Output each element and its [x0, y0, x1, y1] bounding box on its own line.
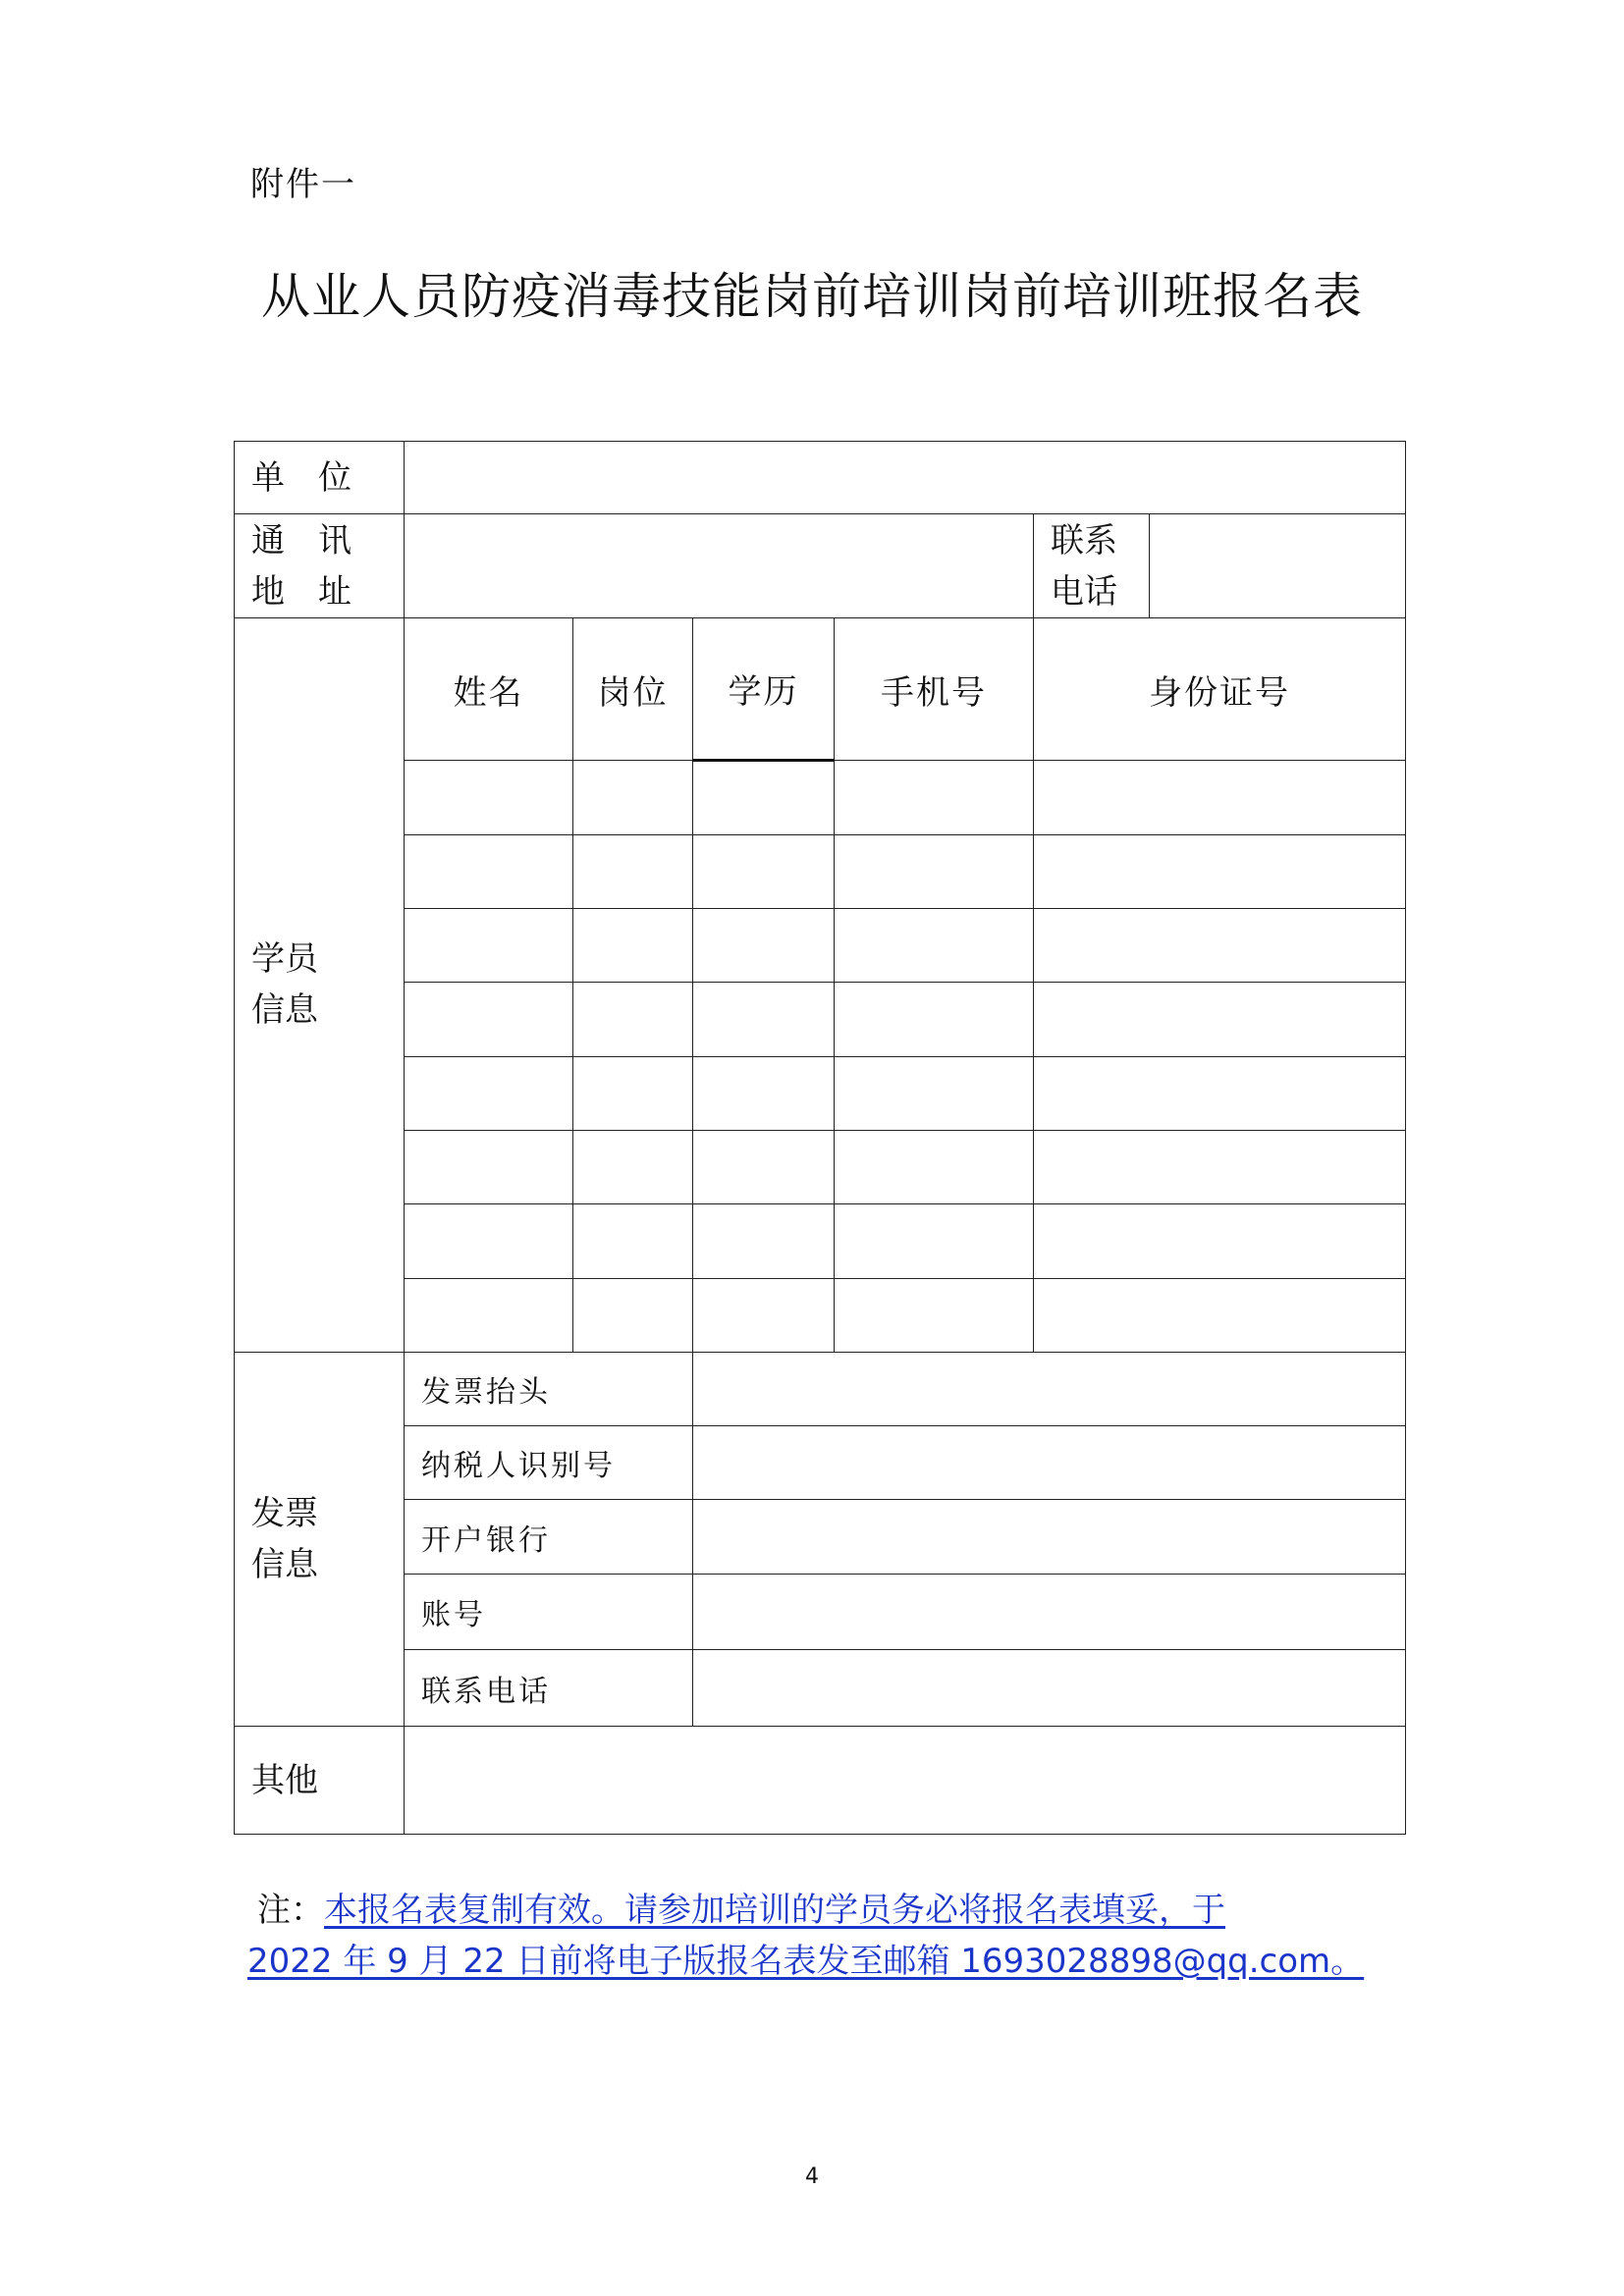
student-id-cell[interactable]	[1034, 1056, 1406, 1130]
student-info-label	[235, 617, 405, 1352]
invoice-title-field[interactable]	[693, 1352, 1406, 1425]
student-education-cell[interactable]	[693, 1278, 835, 1352]
student-name-cell[interactable]	[405, 1056, 573, 1130]
invoice-title-label: 发票抬头	[405, 1352, 693, 1425]
other-field[interactable]	[405, 1727, 1406, 1835]
student-name-cell[interactable]	[405, 1278, 573, 1352]
page-title: 从业人员防疫消毒技能岗前培训岗前培训班报名表	[261, 268, 1363, 325]
student-row	[235, 1130, 1406, 1203]
attachment-label: 附件一	[250, 165, 356, 204]
address-label-line2: 地 址	[251, 571, 352, 612]
note-line2[interactable]: 2022 年 9 月 22 日前将电子版报名表发至邮箱 1693028898@qq.com。	[247, 1942, 1365, 1981]
account-label: 账号	[405, 1574, 693, 1649]
registration-form-table	[234, 441, 1406, 1835]
account-field[interactable]	[693, 1574, 1406, 1649]
note	[247, 1885, 1386, 1987]
student-info-line1: 学员	[251, 939, 318, 980]
student-mobile-cell[interactable]	[835, 834, 1034, 908]
col-header-id-number: 身份证号	[1034, 617, 1406, 761]
student-row	[235, 908, 1406, 982]
student-education-cell[interactable]	[693, 1204, 835, 1278]
student-position-cell[interactable]	[573, 1204, 693, 1278]
invoice-info-line1: 发票	[251, 1494, 318, 1534]
phone-field[interactable]	[1150, 514, 1406, 617]
student-mobile-cell[interactable]	[835, 908, 1034, 982]
student-id-cell[interactable]	[1034, 1204, 1406, 1278]
student-education-cell[interactable]	[693, 834, 835, 908]
student-id-cell[interactable]	[1034, 983, 1406, 1056]
student-name-cell[interactable]	[405, 908, 573, 982]
student-education-cell[interactable]	[693, 983, 835, 1056]
col-header-education: 学历	[693, 617, 835, 761]
col-header-name: 姓名	[405, 617, 573, 761]
student-position-cell[interactable]	[573, 983, 693, 1056]
student-education-cell[interactable]	[693, 1130, 835, 1203]
student-id-cell[interactable]	[1034, 761, 1406, 834]
student-row	[235, 1204, 1406, 1278]
student-row	[235, 834, 1406, 908]
address-label	[235, 514, 405, 617]
student-position-cell[interactable]	[573, 761, 693, 834]
invoice-info-line2: 信息	[251, 1545, 318, 1585]
invoice-phone-label: 联系电话	[405, 1650, 693, 1727]
unit-row	[235, 442, 1406, 514]
student-mobile-cell[interactable]	[835, 1056, 1034, 1130]
invoice-row	[235, 1426, 1406, 1500]
student-mobile-cell[interactable]	[835, 761, 1034, 834]
student-position-cell[interactable]	[573, 1056, 693, 1130]
student-mobile-cell[interactable]	[835, 983, 1034, 1056]
address-row	[235, 514, 1406, 617]
taxpayer-id-field[interactable]	[693, 1426, 1406, 1500]
student-header-row	[235, 617, 1406, 761]
invoice-row	[235, 1352, 1406, 1425]
page-number: 4	[805, 2164, 819, 2189]
student-row	[235, 1056, 1406, 1130]
student-mobile-cell[interactable]	[835, 1278, 1034, 1352]
note-prefix: 注：	[257, 1891, 324, 1930]
invoice-row	[235, 1650, 1406, 1727]
invoice-phone-field[interactable]	[693, 1650, 1406, 1727]
bank-field[interactable]	[693, 1500, 1406, 1574]
phone-label-line2: 电话	[1051, 571, 1117, 612]
unit-label: 单 位	[235, 442, 405, 514]
col-header-position: 岗位	[573, 617, 693, 761]
student-row	[235, 1278, 1406, 1352]
other-row	[235, 1727, 1406, 1835]
col-header-mobile: 手机号	[835, 617, 1034, 761]
student-position-cell[interactable]	[573, 908, 693, 982]
student-info-line2: 信息	[251, 990, 318, 1031]
student-mobile-cell[interactable]	[835, 1204, 1034, 1278]
student-position-cell[interactable]	[573, 1278, 693, 1352]
invoice-row	[235, 1500, 1406, 1574]
student-education-cell[interactable]	[693, 761, 835, 834]
student-id-cell[interactable]	[1034, 1278, 1406, 1352]
student-education-cell[interactable]	[693, 908, 835, 982]
bank-label: 开户银行	[405, 1500, 693, 1574]
address-label-line1: 通 讯	[251, 520, 352, 561]
student-name-cell[interactable]	[405, 1130, 573, 1203]
unit-field[interactable]	[405, 442, 1406, 514]
student-row	[235, 983, 1406, 1056]
student-name-cell[interactable]	[405, 761, 573, 834]
student-id-cell[interactable]	[1034, 834, 1406, 908]
student-position-cell[interactable]	[573, 1130, 693, 1203]
invoice-row	[235, 1574, 1406, 1649]
student-position-cell[interactable]	[573, 834, 693, 908]
phone-label-line1: 联系	[1051, 520, 1117, 561]
student-row	[235, 761, 1406, 834]
taxpayer-id-label: 纳税人识别号	[405, 1426, 693, 1500]
student-name-cell[interactable]	[405, 1204, 573, 1278]
phone-label	[1034, 514, 1150, 617]
other-label: 其他	[235, 1727, 405, 1835]
student-name-cell[interactable]	[405, 834, 573, 908]
note-line1[interactable]: 本报名表复制有效。请参加培训的学员务必将报名表填妥，于	[324, 1891, 1225, 1930]
invoice-info-label	[235, 1352, 405, 1727]
address-field[interactable]	[405, 514, 1034, 617]
student-education-cell[interactable]	[693, 1056, 835, 1130]
student-id-cell[interactable]	[1034, 908, 1406, 982]
student-mobile-cell[interactable]	[835, 1130, 1034, 1203]
student-id-cell[interactable]	[1034, 1130, 1406, 1203]
student-name-cell[interactable]	[405, 983, 573, 1056]
